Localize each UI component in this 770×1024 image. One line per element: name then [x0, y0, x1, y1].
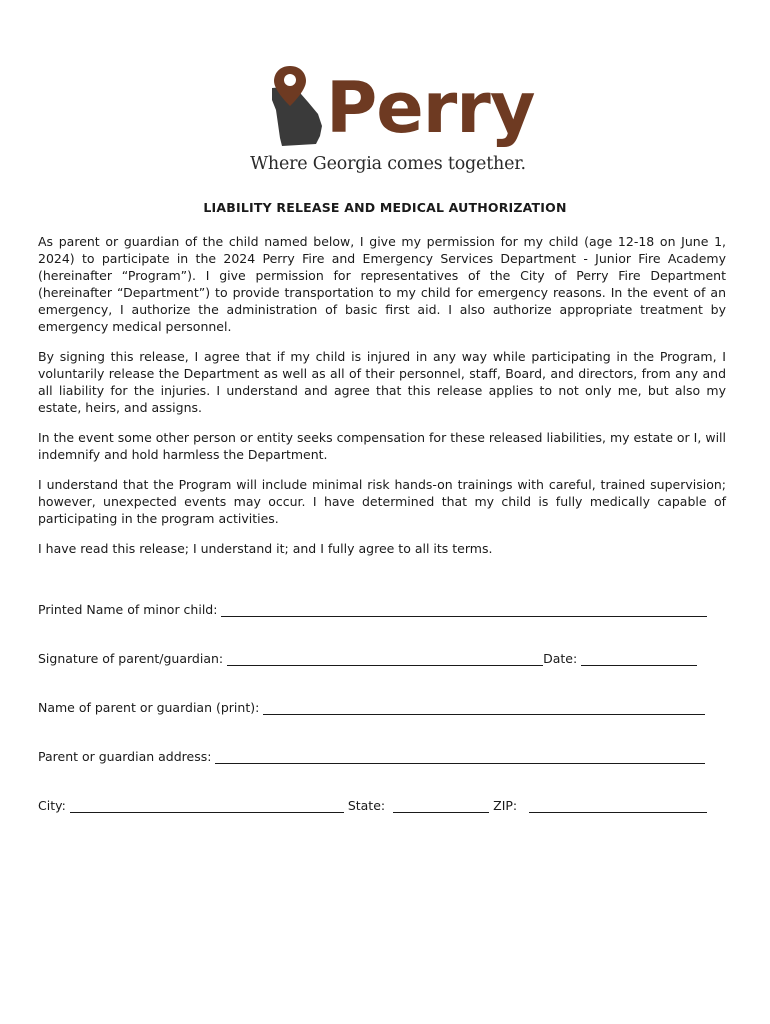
- address-row: [38, 749, 705, 764]
- zip-label: ZIP:: [493, 798, 518, 813]
- zip-field[interactable]: [529, 800, 707, 813]
- signature-field[interactable]: [227, 653, 543, 666]
- logo-tagline: Where Georgia comes together.: [250, 154, 526, 174]
- minor-name-row: [38, 602, 707, 617]
- logo-wordmark: Perry: [326, 67, 535, 149]
- document-body: [38, 233, 726, 570]
- perry-logo: [238, 62, 538, 182]
- state-label: State:: [347, 798, 386, 813]
- date-label: Date:: [543, 651, 578, 666]
- city-state-zip-row: [38, 798, 707, 813]
- state-field[interactable]: [393, 800, 489, 813]
- date-field[interactable]: [581, 653, 697, 666]
- paragraph-release: By signing this release, I agree that if my child is injured in any way while participating in the Program, I voluntarily release the Department as well as all of their personnel, staff, Board, and directors, from any and all liability for the injuries. I understand and agree that this release applies to not only me, but also my estate, heirs, and assigns.: [38, 349, 726, 415]
- city-label: City:: [38, 798, 66, 813]
- document-title: LIABILITY RELEASE AND MEDICAL AUTHORIZATION: [203, 200, 567, 215]
- georgia-map-pin-icon: [268, 64, 330, 148]
- city-field[interactable]: [70, 800, 344, 813]
- minor-name-field[interactable]: [221, 604, 707, 617]
- paragraph-permission: As parent or guardian of the child named below, I give my permission for my child (age 12-18 on June 1, 2024) to participate in the 2024 Perry Fire and Emergency Services Department - Junior Fire Academy (hereinafter “Program”). I give permission for representatives of the City of Perry Fire Department (hereinafter “Department”) to provide transportation to my child for emergency reasons. In the event of an emergency, I authorize the administration of basic first aid. I also authorize appropriate treatment by emergency medical personnel.: [38, 234, 726, 334]
- address-label: Parent or guardian address:: [38, 749, 212, 764]
- minor-name-label: Printed Name of minor child:: [38, 602, 218, 617]
- guardian-name-field[interactable]: [263, 702, 705, 715]
- guardian-name-row: [38, 700, 705, 715]
- signature-label: Signature of parent/guardian:: [38, 651, 224, 666]
- paragraph-risk: I understand that the Program will include minimal risk hands-on trainings with careful, trained supervision; however, unexpected events may occur. I have determined that my child is fully medically capable of participating in the program activities.: [38, 477, 726, 526]
- guardian-name-label: Name of parent or guardian (print):: [38, 700, 260, 715]
- paragraph-indemnify: In the event some other person or entity seeks compensation for these released liabilities, my estate or I, will indemnify and hold harmless the Department.: [38, 430, 726, 462]
- address-field[interactable]: [215, 751, 705, 764]
- signature-row: [38, 651, 697, 666]
- paragraph-agreement: I have read this release; I understand it; and I fully agree to all its terms.: [38, 541, 493, 556]
